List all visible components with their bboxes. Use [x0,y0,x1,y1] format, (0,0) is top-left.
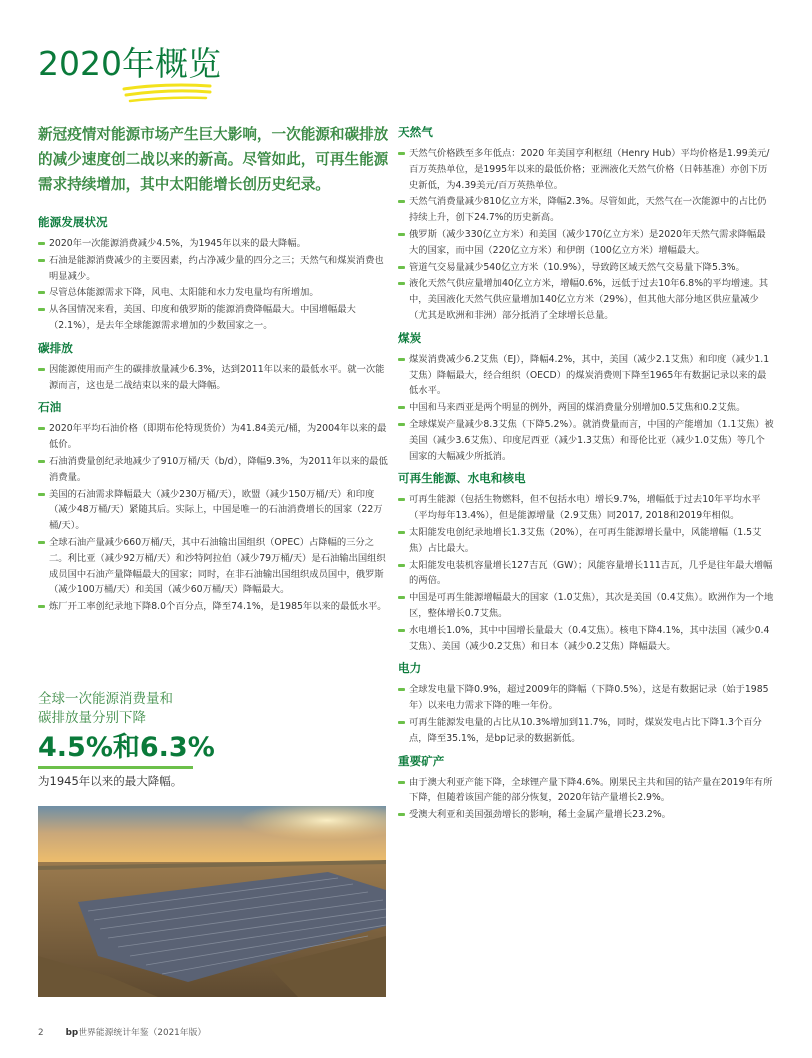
list-item: 美国的石油需求降幅最大（减少230万桶/天），欧盟（减少150万桶/天）和印度（减少48万桶/天）紧随其后。实际上，中国是唯一的石油消费增长的国家（22万桶/天）。 [38,487,390,534]
list-item: 中国是可再生能源增幅最大的国家（1.0艾焦），其次是美国（0.4艾焦）。欧洲作为一个地区，整体增长0.7艾焦。 [398,590,774,622]
bullet-list [38,362,390,394]
callout-subtext: 为1945年以来的最大降幅。 [38,774,183,788]
list-item: 煤炭消费减少6.2艾焦（EJ），降幅4.2%，其中，美国（减少2.1艾焦）和印度（减少1.1艾焦）降幅最大，经合组织（OECD）的煤炭消费则下降至1965年有数据记录以来的最低水平。 [398,352,774,399]
section-heading: 可再生能源、水电和核电 [398,471,526,486]
list-item: 全球石油产量减少660万桶/天，其中石油输出国组织（OPEC）占降幅的三分之二。利比亚（减少92万桶/天）和沙特阿拉伯（减少79万桶/天）是石油输出国组织成员国中石油产量降幅最大的国家；同时，在非石油输出国组织成员国中，俄罗斯（减少100万桶/天）和美国（减少60万桶/天）降幅最大。 [38,535,390,598]
brand-name: bp [65,1028,79,1038]
section-natural-gas [398,124,774,324]
list-item: 太阳能发电创纪录地增长1.3艾焦（20%），在可再生能源增长量中，风能增幅（1.5艾焦）占比最大。 [398,525,774,557]
key-figure-callout [38,690,378,789]
bullet-list [38,236,390,334]
section-electricity [398,660,774,746]
callout-label: 全球一次能源消费量和 碳排放量分别下降 [38,691,173,726]
callout-figure: 4.5%和6.3% [38,732,215,763]
list-item: 2020年一次能源消费减少4.5%，为1945年以来的最大降幅。 [38,236,390,252]
list-item: 水电增长1.0%，其中中国增长量最大（0.4艾焦）。核电下降4.1%，其中法国（减少0.4艾焦）、美国（减少0.2艾焦）和日本（减少0.2艾焦）降幅最大。 [398,623,774,655]
list-item: 由于澳大利亚产能下降，全球锂产量下降4.6%。刚果民主共和国的钴产量在2019年有所下降，但随着该国产能的部分恢复，2020年钴产量增长2.9%。 [398,775,774,807]
list-item: 中国和马来西亚是两个明显的例外，两国的煤消费量分别增加0.5艾焦和0.2艾焦。 [398,400,774,416]
list-item: 太阳能发电装机容量增长127吉瓦（GW）；风能容量增长111吉瓦，几乎是往年最大增幅的两倍。 [398,558,774,590]
section-energy [38,214,390,334]
section-renewables [398,470,774,654]
right-column [398,120,774,829]
section-heading: 电力 [398,661,422,676]
list-item: 石油是能源消费减少的主要因素，约占净减少量的四分之三；天然气和煤炭消费也明显减少。 [38,253,390,285]
list-item: 2020年平均石油价格（即期布伦特现货价）为41.84美元/桶，为2004年以来的最低价。 [38,421,390,453]
list-item: 尽管总体能源需求下降，风电、太阳能和水力发电量均有所增加。 [38,285,390,301]
list-item: 可再生能源发电量的占比从10.3%增加到11.7%，同时，煤炭发电占比下降1.3个百分点，降至35.1%，是bp记录的数据新低。 [398,715,774,747]
bullet-list [398,352,774,465]
bullet-list [398,492,774,654]
section-carbon [38,340,390,394]
list-item: 因能源使用而产生的碳排放量减少6.3%，达到2011年以来的最低水平。就一次能源而言，这也是二战结束以来的最大降幅。 [38,362,390,394]
list-item: 天然气价格跌至多年低点：2020 年美国亨利枢纽（Henry Hub）平均价格是1.99美元/百万英热单位，是1995年以来的最低价格；亚洲液化天然气价格（日韩基准）亦创下历史新低，为4.39美元/百万英热单位。 [398,146,774,193]
list-item: 天然气消费量减少810亿立方米，降幅2.3%。尽管如此，天然气在一次能源中的占比仍持续上升，创下24.7%的历史新高。 [398,194,774,226]
section-oil [38,399,390,615]
page-title: 2020年概览 [38,44,221,83]
bullet-list [398,146,774,324]
section-heading: 重要矿产 [398,753,445,768]
section-heading: 天然气 [398,125,433,139]
list-item: 从各国情况来看，美国、印度和俄罗斯的能源消费降幅最大。中国增幅最大（2.1%），是去年全球能源需求增加的少数国家之一。 [38,302,390,334]
list-item: 管道气交易量减少540亿立方米（10.9%），导致跨区域天然气交易量下降5.3%。 [398,260,774,276]
list-item: 全球煤炭产量减少8.3艾焦（下降5.2%）。就消费量而言，中国的产能增加（1.1艾焦）被美国（减少3.6艾焦）、印度尼西亚（减少1.3艾焦）和哥伦比亚（减少1.0艾焦）等几个国家的大幅减少所抵消。 [398,417,774,464]
list-item: 俄罗斯（减少330亿立方米）和美国（减少170亿立方米）是2020年天然气需求降幅最大的国家，而中国（220亿立方米）和伊朗（100亿立方米）增幅最大。 [398,227,774,259]
section-heading: 煤炭 [398,330,422,345]
bullet-list [398,682,774,746]
left-column [38,120,390,621]
list-item: 全球发电量下降0.9%，超过2009年的降幅（下降0.5%），这是有数据记录（始于1985年）以来电力需求下降的唯一年份。 [398,682,774,714]
section-heading: 石油 [38,400,62,415]
callout-underline [38,766,193,769]
page-footer [38,1025,206,1038]
publication-title: 世界能源统计年鉴（2021年版） [78,1028,207,1038]
bullet-list [398,775,774,823]
lead-paragraph: 新冠疫情对能源市场产生巨大影响，一次能源和碳排放的减少速度创二战以来的新高。尽管如此，可再生能源需求持续增加，其中太阳能增长创历史纪录。 [38,126,389,193]
title-highlight-stroke [120,80,214,106]
solar-farm-photo [38,806,386,997]
bullet-list [38,421,390,615]
list-item: 液化天然气供应量增加40亿立方米，增幅0.6%，远低于过去10年6.8%的平均增速。其中，美国液化天然气供应量增加140亿立方米（29%），但其他大部分地区供应量减少（尤其是欧洲和非洲）部分抵消了全球增长总量。 [398,276,774,323]
section-minerals [398,753,774,823]
page-number: 2 [38,1028,44,1038]
section-heading: 能源发展状况 [38,215,108,229]
list-item: 炼厂开工率创纪录地下降8.0个百分点，降至74.1%，是1985年以来的最低水平。 [38,599,390,615]
section-coal [398,330,774,465]
list-item: 石油消费量创纪录地减少了910万桶/天（b/d），降幅9.3%，为2011年以来的最低消费量。 [38,454,390,486]
list-item: 可再生能源（包括生物燃料，但不包括水电）增长9.7%，增幅低于过去10年平均水平（平均每年13.4%），但是能源增量（2.9艾焦）同2017, 2018和2019年相似。 [398,492,774,524]
section-heading: 碳排放 [38,340,73,355]
list-item: 受澳大利亚和美国强劲增长的影响，稀土金属产量增长23.2%。 [398,807,774,823]
